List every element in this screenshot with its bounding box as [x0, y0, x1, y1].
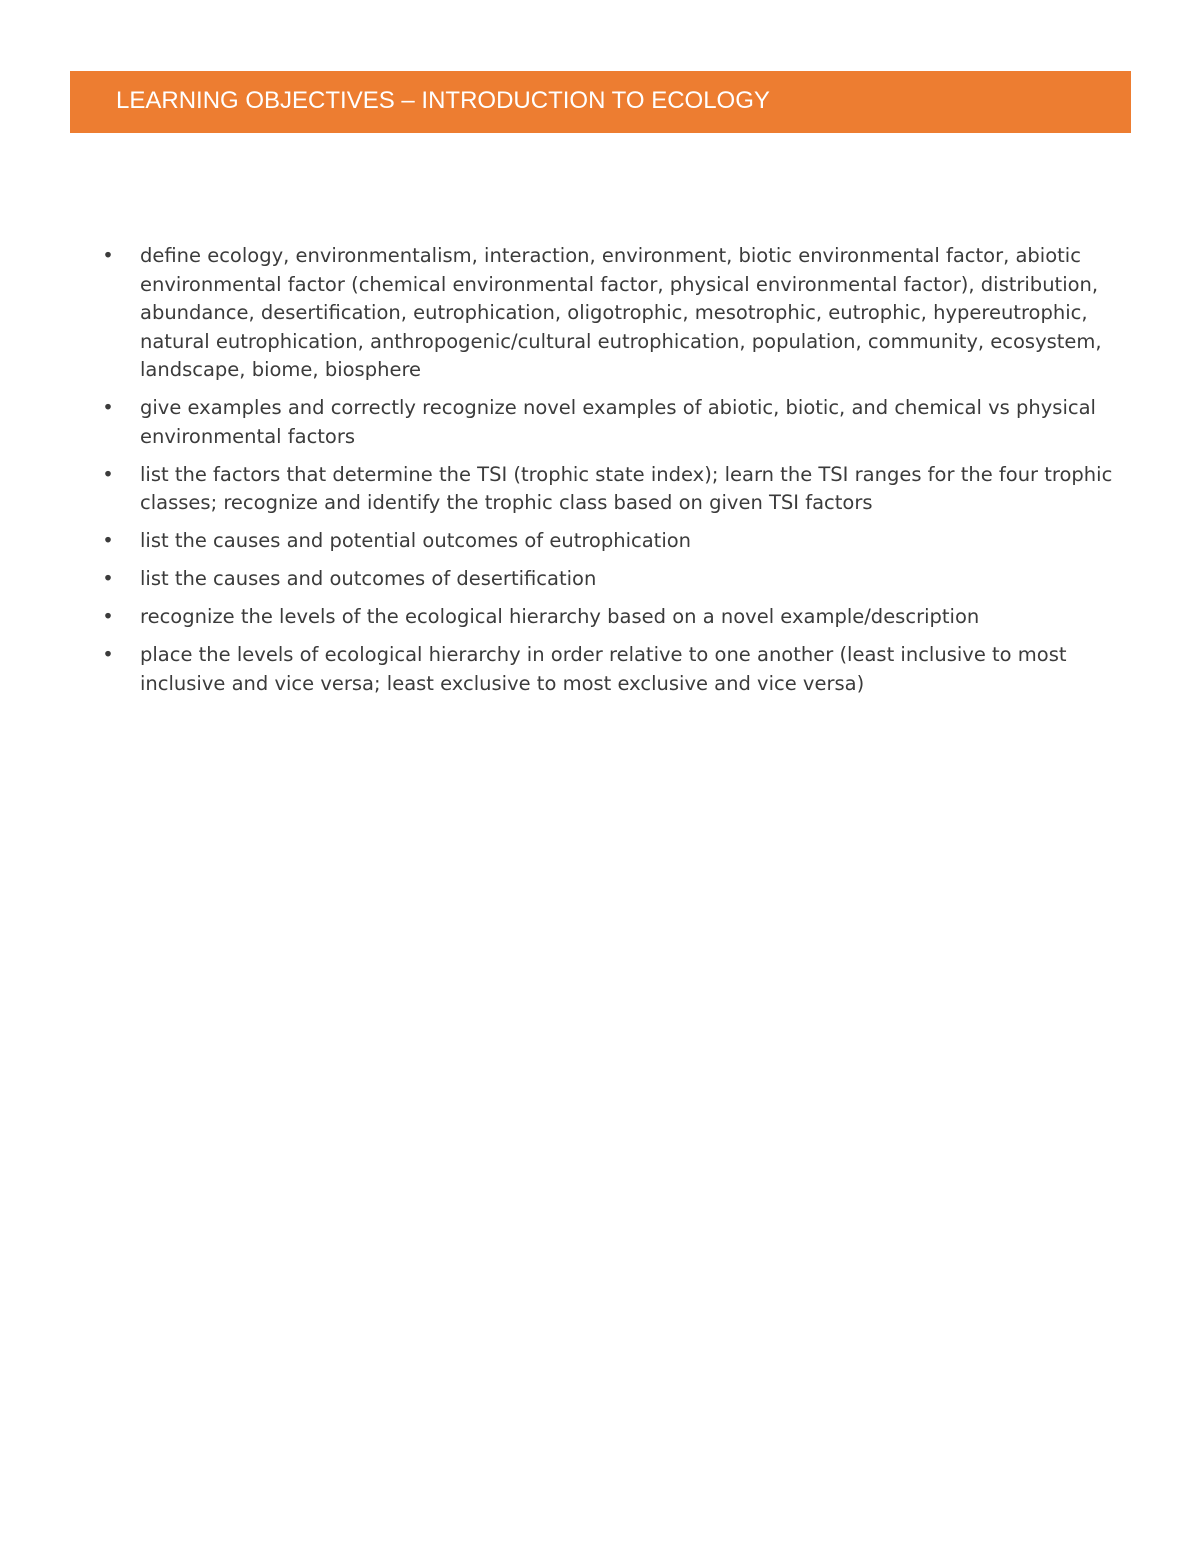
objective-text: list the factors that determine the TSI (trophic state index); learn the TSI ranges for the four trophic classes; recognize and identify the trophic class based on given TSI factors — [140, 462, 1113, 514]
objective-text: list the causes and outcomes of desertification — [140, 567, 597, 590]
page-title: LEARNING OBJECTIVES – INTRODUCTION TO ECOLOGY — [116, 87, 770, 114]
bullet-icon: • — [102, 605, 114, 628]
bullet-icon: • — [102, 462, 114, 486]
objective-text: list the causes and potential outcomes of eutrophication — [140, 529, 692, 552]
objective-item-order-hierarchy — [100, 641, 1130, 698]
objective-item-define-terms — [100, 242, 1130, 385]
bullet-icon: • — [102, 643, 114, 666]
bullet-icon: • — [102, 567, 114, 590]
bullet-icon: • — [102, 244, 114, 267]
objective-text: recognize the levels of the ecological hierarchy based on a novel example/description — [140, 605, 980, 628]
objective-item-desertification — [100, 565, 1130, 594]
learning-objectives-list — [100, 242, 1130, 708]
objective-text: place the levels of ecological hierarchy in order relative to one another (least inclusive to most inclusive and vice versa; least exclusive to most exclusive and vice versa) — [140, 643, 1067, 695]
bullet-icon: • — [102, 396, 114, 419]
objective-item-recognize-hierarchy — [100, 603, 1130, 632]
bullet-icon: • — [102, 529, 114, 552]
objective-item-eutrophication — [100, 527, 1130, 556]
objective-item-environmental-factors — [100, 394, 1130, 451]
objective-item-tsi — [100, 461, 1130, 518]
objective-text: define ecology, environmentalism, interaction, environment, biotic environmental factor, abiotic environmental factor (chemical environmental factor, physical environmental factor), distribution, abundance, desertification, eutrophication, oligotrophic, mesotrophic, eutrophic, hypereutrophic, natural eutrophication, anthropogenic/cultural eutrophication, population, community, ecosystem, landscape, biome, biosphere — [140, 244, 1102, 381]
objective-text: give examples and correctly recognize novel examples of abiotic, biotic, and chemical vs physical environmental factors — [140, 396, 1096, 448]
header-band — [70, 71, 1131, 133]
